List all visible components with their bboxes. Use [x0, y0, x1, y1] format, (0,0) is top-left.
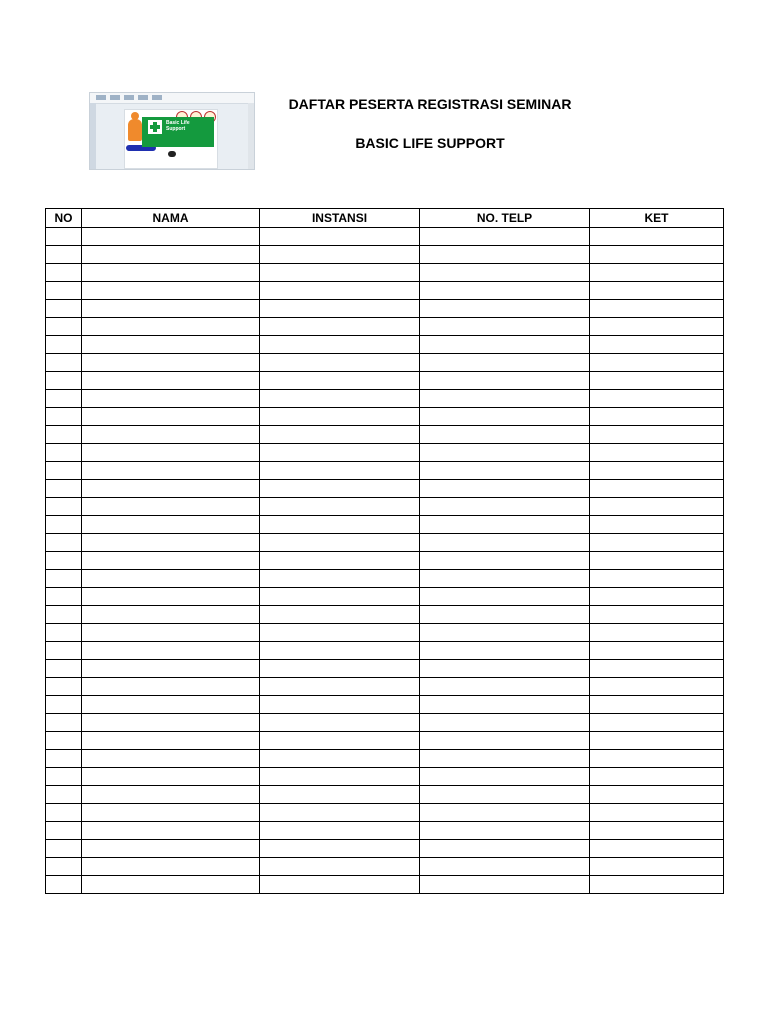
- table-row: [46, 696, 724, 714]
- table-cell: [590, 876, 724, 894]
- table-cell: [46, 264, 82, 282]
- table-cell: [82, 822, 260, 840]
- table-cell: [260, 390, 420, 408]
- table-cell: [260, 822, 420, 840]
- header-instansi: INSTANSI: [260, 209, 420, 228]
- table-row: [46, 876, 724, 894]
- table-row: [46, 678, 724, 696]
- table-cell: [420, 336, 590, 354]
- table-cell: [46, 660, 82, 678]
- table-cell: [420, 552, 590, 570]
- table-cell: [590, 480, 724, 498]
- table-cell: [590, 858, 724, 876]
- table-row: [46, 336, 724, 354]
- table-cell: [260, 408, 420, 426]
- table-cell: [590, 408, 724, 426]
- table-cell: [590, 696, 724, 714]
- table-cell: [260, 642, 420, 660]
- table-cell: [82, 264, 260, 282]
- table-row: [46, 354, 724, 372]
- table-row: [46, 768, 724, 786]
- table-cell: [46, 858, 82, 876]
- header-no: NO: [46, 209, 82, 228]
- table-cell: [46, 642, 82, 660]
- table-cell: [46, 390, 82, 408]
- bls-logo-text: Basic Life Support: [166, 120, 190, 132]
- table-cell: [590, 768, 724, 786]
- table-cell: [260, 750, 420, 768]
- table-cell: [260, 498, 420, 516]
- table-cell: [82, 336, 260, 354]
- table-cell: [46, 426, 82, 444]
- table-row: [46, 624, 724, 642]
- table-cell: [260, 318, 420, 336]
- table-cell: [82, 678, 260, 696]
- table-row: [46, 246, 724, 264]
- table-cell: [420, 786, 590, 804]
- table-cell: [82, 246, 260, 264]
- table-row: [46, 282, 724, 300]
- table-cell: [420, 822, 590, 840]
- table-cell: [46, 786, 82, 804]
- table-cell: [590, 750, 724, 768]
- table-cell: [260, 876, 420, 894]
- table-cell: [46, 714, 82, 732]
- table-cell: [46, 480, 82, 498]
- table-cell: [590, 426, 724, 444]
- table-cell: [46, 624, 82, 642]
- table-row: [46, 786, 724, 804]
- table-cell: [46, 822, 82, 840]
- table-cell: [260, 444, 420, 462]
- table-cell: [420, 444, 590, 462]
- table-cell: [420, 390, 590, 408]
- table-row: [46, 534, 724, 552]
- table-cell: [590, 606, 724, 624]
- table-cell: [82, 426, 260, 444]
- table-cell: [420, 246, 590, 264]
- table-cell: [420, 480, 590, 498]
- table-cell: [82, 696, 260, 714]
- table-cell: [590, 390, 724, 408]
- table-cell: [46, 678, 82, 696]
- table-row: [46, 516, 724, 534]
- table-cell: [82, 462, 260, 480]
- table-cell: [590, 282, 724, 300]
- table-cell: [46, 372, 82, 390]
- table-cell: [420, 804, 590, 822]
- table-row: [46, 570, 724, 588]
- table-cell: [590, 372, 724, 390]
- table-cell: [46, 282, 82, 300]
- table-cell: [260, 336, 420, 354]
- table-row: [46, 390, 724, 408]
- table-row: [46, 750, 724, 768]
- table-cell: [260, 570, 420, 588]
- table-cell: [260, 804, 420, 822]
- table-cell: [420, 318, 590, 336]
- table-cell: [82, 804, 260, 822]
- table-cell: [590, 462, 724, 480]
- table-cell: [46, 750, 82, 768]
- table-cell: [82, 768, 260, 786]
- table-row: [46, 462, 724, 480]
- table-row: [46, 498, 724, 516]
- table-cell: [590, 642, 724, 660]
- table-cell: [260, 516, 420, 534]
- table-cell: [590, 264, 724, 282]
- table-cell: [420, 696, 590, 714]
- registration-table: [45, 208, 724, 894]
- table-cell: [82, 498, 260, 516]
- table-cell: [82, 732, 260, 750]
- table-cell: [46, 354, 82, 372]
- table-cell: [260, 606, 420, 624]
- table-cell: [420, 228, 590, 246]
- table-cell: [420, 588, 590, 606]
- table-cell: [590, 624, 724, 642]
- table-cell: [82, 444, 260, 462]
- table-cell: [420, 858, 590, 876]
- table-cell: [260, 552, 420, 570]
- table-cell: [590, 336, 724, 354]
- table-cell: [590, 786, 724, 804]
- table-cell: [260, 768, 420, 786]
- table-cell: [590, 498, 724, 516]
- table-cell: [46, 534, 82, 552]
- table-cell: [82, 318, 260, 336]
- table-cell: [260, 714, 420, 732]
- table-cell: [260, 786, 420, 804]
- table-row: [46, 228, 724, 246]
- table-cell: [46, 606, 82, 624]
- table-cell: [590, 840, 724, 858]
- table-cell: [46, 408, 82, 426]
- table-cell: [82, 300, 260, 318]
- table-cell: [82, 858, 260, 876]
- table-cell: [420, 840, 590, 858]
- table-cell: [590, 714, 724, 732]
- table-cell: [46, 498, 82, 516]
- table-cell: [46, 840, 82, 858]
- table-cell: [260, 246, 420, 264]
- table-cell: [46, 336, 82, 354]
- table-row: [46, 858, 724, 876]
- table-cell: [420, 876, 590, 894]
- table-cell: [82, 876, 260, 894]
- table-cell: [260, 678, 420, 696]
- table-cell: [82, 354, 260, 372]
- table-cell: [46, 246, 82, 264]
- table-cell: [590, 444, 724, 462]
- table-cell: [46, 462, 82, 480]
- table-cell: [420, 264, 590, 282]
- table-row: [46, 642, 724, 660]
- table-cell: [420, 732, 590, 750]
- table-cell: [590, 318, 724, 336]
- table-cell: [420, 354, 590, 372]
- table-cell: [420, 660, 590, 678]
- table-cell: [260, 282, 420, 300]
- table-cell: [260, 660, 420, 678]
- table-cell: [46, 696, 82, 714]
- table-cell: [420, 408, 590, 426]
- table-cell: [82, 228, 260, 246]
- table-header-row: [46, 209, 724, 228]
- table-row: [46, 552, 724, 570]
- table-cell: [260, 732, 420, 750]
- table-cell: [260, 858, 420, 876]
- table-cell: [82, 840, 260, 858]
- table-cell: [46, 768, 82, 786]
- table-row: [46, 444, 724, 462]
- table-body: [46, 228, 724, 894]
- table-row: [46, 318, 724, 336]
- table-cell: [82, 606, 260, 624]
- table-cell: [46, 444, 82, 462]
- table-cell: [420, 678, 590, 696]
- table-cell: [46, 570, 82, 588]
- table-cell: [590, 588, 724, 606]
- table-cell: [590, 660, 724, 678]
- table-cell: [590, 822, 724, 840]
- table-cell: [420, 714, 590, 732]
- table-cell: [260, 264, 420, 282]
- table-cell: [260, 480, 420, 498]
- table-cell: [82, 570, 260, 588]
- table-cell: [590, 570, 724, 588]
- table-cell: [590, 552, 724, 570]
- table-cell: [82, 282, 260, 300]
- table-row: [46, 426, 724, 444]
- table-cell: [420, 606, 590, 624]
- table-cell: [46, 516, 82, 534]
- table-cell: [420, 372, 590, 390]
- table-row: [46, 588, 724, 606]
- table-cell: [260, 426, 420, 444]
- table-cell: [420, 534, 590, 552]
- table-cell: [420, 750, 590, 768]
- table-cell: [420, 498, 590, 516]
- table-cell: [420, 570, 590, 588]
- table-cell: [590, 534, 724, 552]
- heart-icon: [168, 151, 176, 157]
- table-row: [46, 372, 724, 390]
- table-cell: [590, 516, 724, 534]
- table-cell: [82, 714, 260, 732]
- table-cell: [82, 390, 260, 408]
- table-cell: [260, 462, 420, 480]
- table-cell: [82, 480, 260, 498]
- table-cell: [590, 300, 724, 318]
- table-cell: [420, 300, 590, 318]
- table-cell: [46, 804, 82, 822]
- table-row: [46, 804, 724, 822]
- table-cell: [82, 372, 260, 390]
- table-cell: [260, 534, 420, 552]
- table-cell: [590, 228, 724, 246]
- table-cell: [82, 516, 260, 534]
- table-row: [46, 822, 724, 840]
- table-cell: [46, 588, 82, 606]
- table-cell: [420, 462, 590, 480]
- table-cell: [590, 678, 724, 696]
- table-cell: [590, 804, 724, 822]
- table-cell: [82, 660, 260, 678]
- document-title: DAFTAR PESERTA REGISTRASI SEMINAR: [288, 96, 572, 112]
- table-cell: [420, 516, 590, 534]
- table-cell: [260, 354, 420, 372]
- table-cell: [260, 588, 420, 606]
- table-cell: [82, 786, 260, 804]
- table-cell: [46, 876, 82, 894]
- header-ket: KET: [590, 209, 724, 228]
- table-cell: [46, 228, 82, 246]
- table-cell: [260, 228, 420, 246]
- table-cell: [420, 768, 590, 786]
- table-cell: [46, 732, 82, 750]
- table-row: [46, 660, 724, 678]
- table-cell: [260, 840, 420, 858]
- header-no-telp: NO. TELP: [420, 209, 590, 228]
- table-row: [46, 480, 724, 498]
- table-cell: [82, 642, 260, 660]
- table-cell: [260, 300, 420, 318]
- table-cell: [82, 552, 260, 570]
- table-cell: [82, 534, 260, 552]
- table-row: [46, 732, 724, 750]
- table-row: [46, 264, 724, 282]
- table-cell: [590, 732, 724, 750]
- table-row: [46, 714, 724, 732]
- table-cell: [420, 624, 590, 642]
- table-cell: [82, 588, 260, 606]
- table-cell: [260, 696, 420, 714]
- table-cell: [46, 318, 82, 336]
- table-cell: [590, 246, 724, 264]
- table-cell: [82, 750, 260, 768]
- table-cell: [260, 624, 420, 642]
- table-row: [46, 840, 724, 858]
- table-cell: [590, 354, 724, 372]
- table-cell: [46, 552, 82, 570]
- table-cell: [260, 372, 420, 390]
- table-cell: [46, 300, 82, 318]
- table-row: [46, 300, 724, 318]
- table-cell: [420, 282, 590, 300]
- header-nama: NAMA: [82, 209, 260, 228]
- table-cell: [82, 624, 260, 642]
- table-row: [46, 408, 724, 426]
- table-cell: [82, 408, 260, 426]
- table-cell: [420, 642, 590, 660]
- table-cell: [420, 426, 590, 444]
- document-subtitle: BASIC LIFE SUPPORT: [355, 135, 505, 151]
- table-row: [46, 606, 724, 624]
